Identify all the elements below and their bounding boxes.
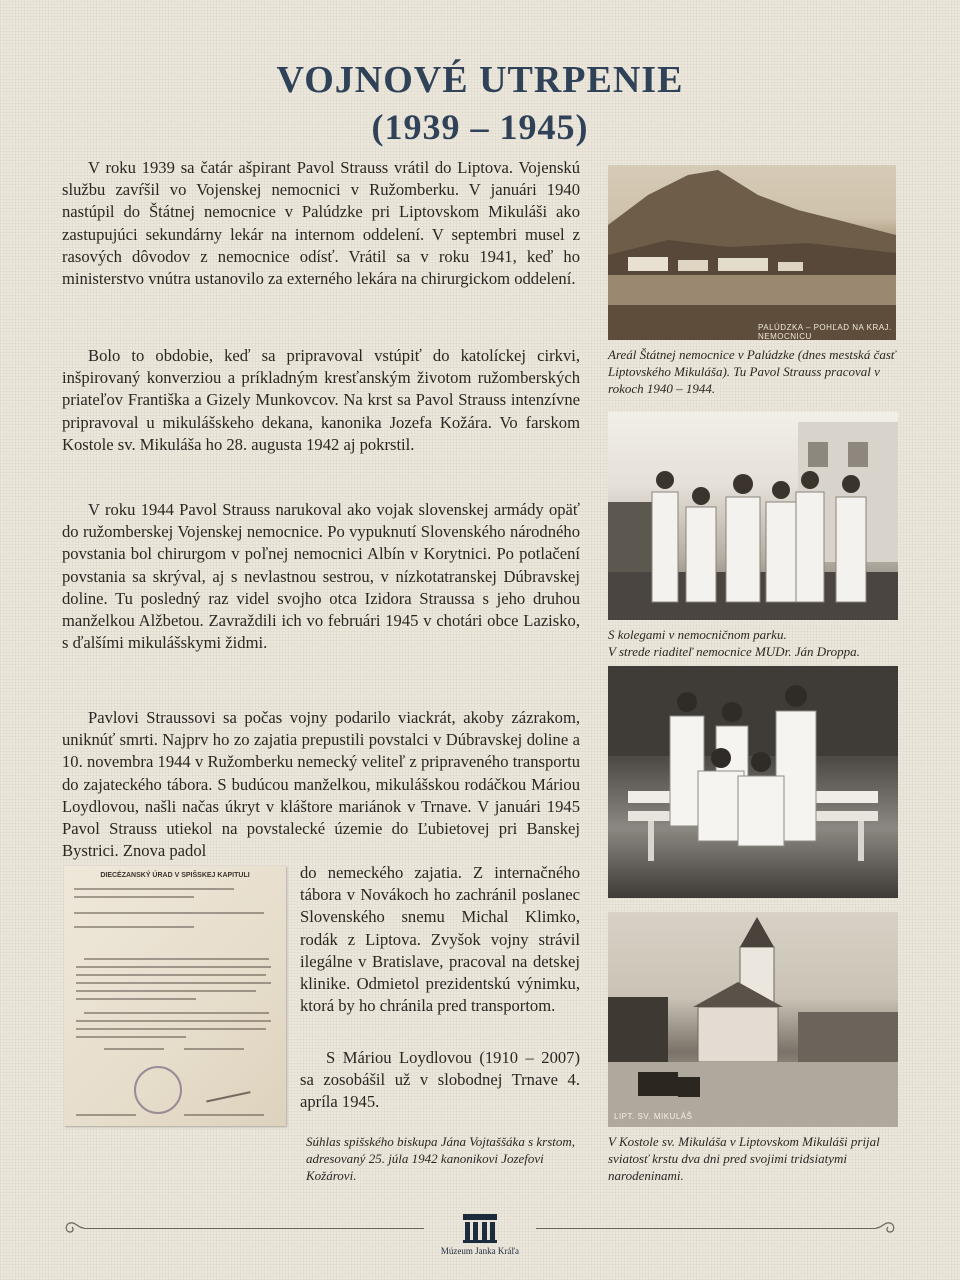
caption-hospital: Areál Štátnej nemocnice v Palúdzke (dnes mestská časť Liptovského Mikuláša). Tu Pavol Strauss pracoval v rokoch 1940 – 1944. — [608, 347, 896, 396]
footer-ornament-left-icon — [62, 1220, 86, 1236]
page-title: VOJNOVÉ UTRPENIE — [276, 59, 684, 101]
footer-divider-right — [536, 1228, 876, 1229]
paragraph-5: S Máriou Loydlovou (1910 – 2007) sa zosobášil už v slobodnej Trnave 4. apríla 1945. — [300, 1048, 580, 1112]
page-subtitle-years: (1939 – 1945) — [371, 107, 589, 147]
seal-stamp-icon — [134, 1066, 182, 1114]
paragraph-4-continued: do nemeckého zajatia. Z internačného tábora v Novákoch ho zachránil poslanec Slovenského snemu Michal Klimko, rodák z Liptova. Zvyšok vojny strávil ilegálne v Bratislave, pracoval na detskej klinike. Odmietol prezidentskú výnimku, ktorá by ho chránila pred transportom. — [300, 863, 580, 1016]
document-heading: DIECÉZANSKÝ ÚRAD V SPIŠSKEJ KAPITULI — [100, 872, 250, 879]
colleagues-group-photo — [608, 412, 898, 620]
photo-inscription: PALÚDZKA – POHĽAD NA KRAJ. NEMOCNICU — [758, 323, 892, 340]
museum-logo-icon — [461, 1212, 499, 1244]
church-photo — [608, 912, 898, 1127]
baptism-consent-document — [64, 866, 286, 1126]
caption-document: Súhlas spišského biskupa Jána Vojtaššáka s krstom, adresovaný 25. júla 1942 kanonikovi Jozefovi Kožárovi. — [306, 1134, 576, 1183]
footer-ornament-right-icon — [874, 1220, 898, 1236]
paragraph-3: V roku 1944 Pavol Strauss narukoval ako vojak slovenskej armády opäť do ružomberskej Vojenskej nemocnice. Po vypuknutí Slovenského národného povstania bol chirurgom v poľnej nemocnici Albín v Korytnici. Po potlačení povstania sa skrýval, aj s nevlastnou sestrou, v nízkotatranskej Dúbravskej doline. Tu posledný raz videl svojho otca Izidora Straussa s jeho druhou manželkou Alžbetou. Zavraždili ich vo februári 1945 v chotári obce Lazisko, s ďalšími mikulášskymi židmi. — [62, 500, 580, 653]
caption-church: V Kostole sv. Mikuláša v Liptovskom Mikuláši prijal sviatosť krstu dva dni pred svojimi tridsiatymi narodeninami. — [608, 1134, 880, 1183]
footer-divider-left — [84, 1228, 424, 1229]
hospital-landscape-photo — [608, 165, 896, 340]
paragraph-4: Pavlovi Straussovi sa počas vojny podarilo viackrát, akoby zázrakom, uniknúť smrti. Najprv ho zo zajatia prepustili povstalci v Dúbravskej doline a 10. novembra 1944 v Ružomberku nemecký veliteľ z pripraveného transportu do zajateckého tábora. S budúcou manželkou, mikulášskou rodáčkou Máriou Loydlovou, našli načas úkryt v kláštore mariánok v Trnave. V januári 1945 Pavol Strauss utiekol na povstalecké územie do Ľubietovej pri Banskej Bystrici. Znova padol — [62, 708, 580, 861]
caption-colleagues-1: S kolegami v nemocničnom parku. — [608, 627, 787, 642]
signature-icon — [202, 1074, 250, 1103]
bench-group-photo — [608, 666, 898, 898]
caption-colleagues-2: V strede riaditeľ nemocnice MUDr. Ján Droppa. — [608, 644, 860, 659]
paragraph-1: V roku 1939 sa čatár ašpirant Pavol Strauss vrátil do Liptova. Vojenskú službu zavŕšil vo Vojenskej nemocnici v Ružomberku. V januári 1940 nastúpil do Štátnej nemocnice v Palúdzke pri Liptovskom Mikuláši ako zastupujúci sekundárny lekár na internom oddelení. V septembri musel z rasových dôvodov z nemocnice odísť. Vrátil sa v roku 1941, keď ho ministerstvo vnútra ustanovilo za externého lekára na chirurgickom oddelení. — [62, 158, 580, 289]
photo-inscription-church: LIPT. SV. MIKULÁŠ — [614, 1112, 693, 1121]
museum-name: Múzeum Janka Kráľa — [440, 1246, 520, 1256]
paragraph-2: Bolo to obdobie, keď sa pripravoval vstúpiť do katolíckej cirkvi, inšpirovaný konverziou a príkladným kresťanským životom ružomberských priateľov Františka a Gizely Munkovcov. Na krst sa Pavol Strauss intenzívne pripravoval u mikulášskeho dekana, kanonika Jozefa Kožára. Vo farskom Kostole sv. Mikuláša ho 28. augusta 1942 aj pokrstil. — [62, 346, 580, 454]
